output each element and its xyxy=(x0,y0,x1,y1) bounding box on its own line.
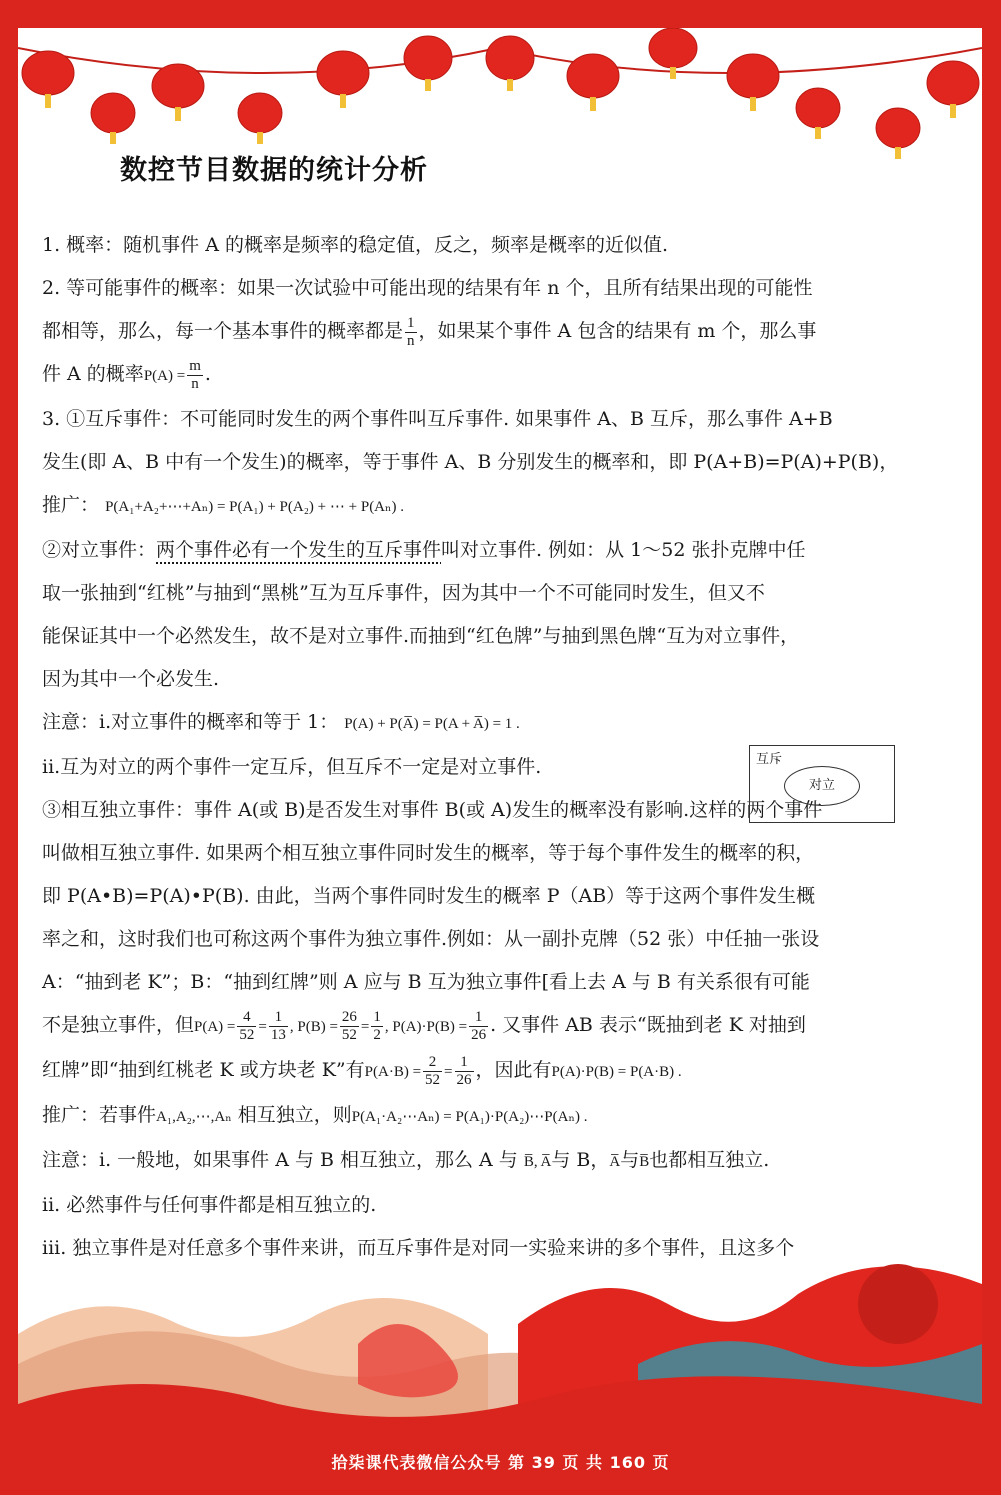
text-line: 3. ①互斥事件：不可能同时发生的两个事件叫互斥事件. 如果事件 A、B 互斥，那么事件 A+B xyxy=(42,408,833,430)
text-line: 发生(即 A、B 中有一个发生)的概率，等于事件 A、B 分别发生的概率和，即 P(A+B)=P(A)+P(B)， xyxy=(42,451,899,473)
text-line: 推广：若事件A₁,A₂,⋯,Aₙ 相互独立，则P(A₁·A₂⋯Aₙ) = P(A₁)·P(A₂)⋯P(Aₙ) . xyxy=(42,1104,588,1126)
fraction: $\frac{1}{26}$ xyxy=(471,1008,487,1043)
fraction: $\frac{1}{13}$ xyxy=(270,1008,286,1043)
text-line: iii. 独立事件是对任意多个事件来讲，而互斥事件是对同一实验来讲的多个事件，且这多个 xyxy=(42,1237,795,1259)
text-line: 2. 等可能事件的概率：如果一次试验中可能出现的结果有年 n 个，且所有结果出现的可能性 xyxy=(42,277,813,299)
fraction: $\frac{1}{26}$ xyxy=(456,1053,472,1088)
text-line: 不是独立事件，但P(A) = $\frac{4}{52}$ = $\frac{1}{13}$ , P(B) = $\frac{26}{52}$ = $\frac{1}{2}$ , P(A)·P(B) = $\frac{1}{26}$ . 又事件 AB 表示“既抽到老 K 对抽到 xyxy=(42,1008,806,1043)
text-line: ②对立事件：两个事件必有一个发生的互斥事件叫对立事件. 例如：从 1～52 张扑克牌中任 xyxy=(42,539,806,561)
fraction: $\frac{2}{52}$ xyxy=(425,1053,441,1088)
text-line: 能保证其中一个必然发生，故不是对立事件.而抽到“红色牌”与抽到黑色牌“互为对立事件， xyxy=(42,625,800,647)
fraction: $\frac{26}{52}$ xyxy=(341,1008,357,1043)
text-line: 1. 概率：随机事件 A 的概率是频率的稳定值，反之，频率是概率的近似值. xyxy=(42,234,669,256)
venn-diagram xyxy=(749,745,895,823)
text-line: ii.互为对立的两个事件一定互斥，但互斥不一定是对立事件. xyxy=(42,756,542,778)
text-line: A：“抽到老 K”；B：“抽到红牌”则 A 应与 B 互为独立事件[看上去 A 与 B 有关系很有可能 xyxy=(42,971,810,993)
cloud-wave-decoration xyxy=(18,1244,982,1444)
fraction: $\frac{1}{2}$ xyxy=(373,1008,381,1043)
venn-inner-ellipse xyxy=(784,766,860,806)
text-line: 取一张抽到“红桃”与抽到“黑桃”互为互斥事件，因为其中一个不可能同时发生，但又不 xyxy=(42,582,765,604)
text-line: 即 P(A•B)=P(A)•P(B). 由此，当两个事件同时发生的概率 P（AB）等于这两个事件发生概 xyxy=(42,885,816,907)
text-line: 注意：i. 一般地，如果事件 A 与 B 相互独立，那么 A 与 B̅, A̅与 B，A̅与B̅也都相互独立. xyxy=(42,1149,770,1171)
text-line: 都相等，那么，每一个基本事件的概率都是 $\frac{1}{n}$ ，如果某个事件 A 包含的结果有 m 个，那么事 xyxy=(42,314,817,349)
venn-outer-label: 互斥 xyxy=(756,752,783,767)
fraction: $\frac{1}{n}$ xyxy=(407,314,415,349)
text-line: 件 A 的概率P(A) = $\frac{m}{n}$ . xyxy=(42,357,211,392)
fraction: $\frac{m}{n}$ xyxy=(189,357,201,392)
page-footer: 拾柒课代表微信公众号 第 39 页 共 160 页 xyxy=(331,1453,670,1472)
text-line: 注意：i.对立事件的概率和等于 1： P(A) + P(A̅) = P(A + A̅) = 1 . xyxy=(42,711,520,733)
text-line: 叫做相互独立事件. 如果两个相互独立事件同时发生的概率，等于每个事件发生的概率的积， xyxy=(42,842,815,864)
text-line: 推广： P(A₁+A₂+⋯+Aₙ) = P(A₁) + P(A₂) + ⋯ + P(Aₙ) . xyxy=(42,494,405,516)
text-line: 率之和，这时我们也可称这两个事件为独立事件.例如：从一副扑克牌（52 张）中任抽一张设 xyxy=(42,928,820,950)
page-title: 数控节目数据的统计分析 xyxy=(120,155,428,186)
emphasis-dotted: 两个事件必有一个发生的互斥事件 xyxy=(156,539,442,561)
text-line: ii. 必然事件与任何事件都是相互独立的. xyxy=(42,1194,377,1216)
fraction: $\frac{4}{52}$ xyxy=(239,1008,255,1043)
text-line: ③相互独立事件：事件 A(或 B)是否发生对事件 B(或 A)发生的概率没有影响.这样的两个事件 xyxy=(42,799,823,821)
text-line: 因为其中一个必发生. xyxy=(42,668,220,690)
page-paper xyxy=(18,28,982,1444)
text-line: 红牌”即“抽到红桃老 K 或方块老 K”有P(A·B) = $\frac{2}{52}$ = $\frac{1}{26}$ ，因此有P(A)·P(B) = P(A·B) . xyxy=(42,1053,682,1088)
venn-inner-label: 对立 xyxy=(808,778,835,793)
